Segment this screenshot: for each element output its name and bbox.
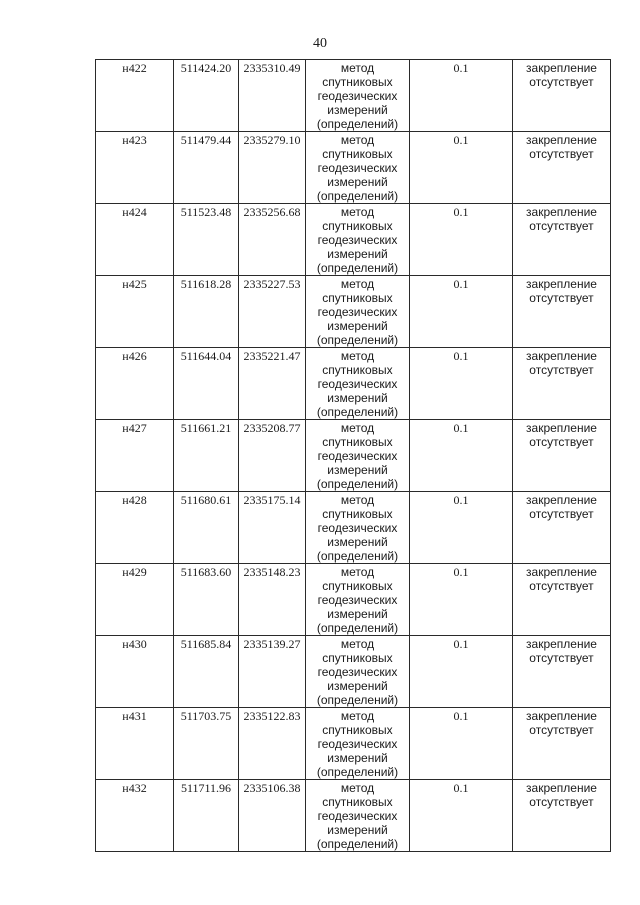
coord-x-cell: 511680.61 bbox=[174, 492, 239, 564]
method-line: (определений) bbox=[316, 189, 399, 203]
point-name-cell: н428 bbox=[96, 492, 174, 564]
table-row bbox=[96, 276, 611, 348]
fixing-cell bbox=[513, 132, 611, 204]
method-line: геодезических bbox=[317, 305, 398, 319]
method-line: спутниковых bbox=[322, 651, 393, 665]
table-row bbox=[96, 60, 611, 132]
method-line: измерений bbox=[327, 463, 388, 477]
method-line: (определений) bbox=[316, 621, 399, 635]
fixing-line: закрепление bbox=[526, 565, 597, 579]
table-row bbox=[96, 564, 611, 636]
fixing-cell bbox=[513, 636, 611, 708]
fixing-line: закрепление bbox=[526, 781, 597, 795]
fixing-line: закрепление bbox=[526, 349, 597, 363]
coord-x-cell: 511711.96 bbox=[174, 780, 239, 852]
accuracy-cell: 0.1 bbox=[410, 780, 513, 852]
method-line: (определений) bbox=[316, 405, 399, 419]
method-line: измерений bbox=[327, 175, 388, 189]
method-line: (определений) bbox=[316, 693, 399, 707]
coord-y-cell: 2335106.38 bbox=[239, 780, 306, 852]
method-line: измерений bbox=[327, 823, 388, 837]
fixing-cell bbox=[513, 348, 611, 420]
method-line: (определений) bbox=[316, 117, 399, 131]
method-line: измерений bbox=[327, 535, 388, 549]
method-line: метод bbox=[340, 493, 375, 507]
method-line: спутниковых bbox=[322, 75, 393, 89]
fixing-cell bbox=[513, 492, 611, 564]
method-line: метод bbox=[340, 205, 375, 219]
fixing-line: закрепление bbox=[526, 205, 597, 219]
method-line: геодезических bbox=[317, 737, 398, 751]
method-line: метод bbox=[340, 349, 375, 363]
coord-x-cell: 511523.48 bbox=[174, 204, 239, 276]
method-line: спутниковых bbox=[322, 723, 393, 737]
method-line: геодезических bbox=[317, 521, 398, 535]
method-cell bbox=[306, 708, 410, 780]
fixing-line: закрепление bbox=[526, 277, 597, 291]
table-row bbox=[96, 420, 611, 492]
point-name-cell: н426 bbox=[96, 348, 174, 420]
method-line: метод bbox=[340, 637, 375, 651]
method-cell bbox=[306, 780, 410, 852]
method-line: метод bbox=[340, 61, 375, 75]
point-name-cell: н431 bbox=[96, 708, 174, 780]
method-line: геодезических bbox=[317, 809, 398, 823]
method-line: спутниковых bbox=[322, 291, 393, 305]
method-line: (определений) bbox=[316, 477, 399, 491]
method-line: спутниковых bbox=[322, 363, 393, 377]
coord-y-cell: 2335208.77 bbox=[239, 420, 306, 492]
method-cell bbox=[306, 420, 410, 492]
fixing-line: закрепление bbox=[526, 637, 597, 651]
coord-y-cell: 2335256.68 bbox=[239, 204, 306, 276]
table-row bbox=[96, 780, 611, 852]
accuracy-cell: 0.1 bbox=[410, 636, 513, 708]
method-cell bbox=[306, 60, 410, 132]
point-name-cell: н427 bbox=[96, 420, 174, 492]
coord-x-cell: 511685.84 bbox=[174, 636, 239, 708]
method-line: геодезических bbox=[317, 665, 398, 679]
method-line: измерений bbox=[327, 751, 388, 765]
coord-x-cell: 511661.21 bbox=[174, 420, 239, 492]
method-line: метод bbox=[340, 277, 375, 291]
point-name-cell: н432 bbox=[96, 780, 174, 852]
fixing-line: отсутствует bbox=[529, 579, 594, 593]
method-line: метод bbox=[340, 781, 375, 795]
method-line: геодезических bbox=[317, 233, 398, 247]
point-name-cell: н425 bbox=[96, 276, 174, 348]
fixing-line: закрепление bbox=[526, 61, 597, 75]
method-line: метод bbox=[340, 709, 375, 723]
method-line: (определений) bbox=[316, 333, 399, 347]
method-line: геодезических bbox=[317, 449, 398, 463]
method-line: измерений bbox=[327, 247, 388, 261]
method-line: (определений) bbox=[316, 261, 399, 275]
page-number: 40 bbox=[313, 36, 327, 51]
accuracy-cell: 0.1 bbox=[410, 420, 513, 492]
method-line: геодезических bbox=[317, 593, 398, 607]
coord-y-cell: 2335148.23 bbox=[239, 564, 306, 636]
method-cell bbox=[306, 132, 410, 204]
accuracy-cell: 0.1 bbox=[410, 348, 513, 420]
fixing-line: отсутствует bbox=[529, 147, 594, 161]
coord-x-cell: 511618.28 bbox=[174, 276, 239, 348]
method-line: метод bbox=[340, 421, 375, 435]
fixing-line: отсутствует bbox=[529, 795, 594, 809]
coord-y-cell: 2335221.47 bbox=[239, 348, 306, 420]
accuracy-cell: 0.1 bbox=[410, 492, 513, 564]
coordinates-table bbox=[95, 59, 611, 852]
method-line: (определений) bbox=[316, 549, 399, 563]
method-line: спутниковых bbox=[322, 579, 393, 593]
fixing-line: закрепление bbox=[526, 493, 597, 507]
table-row bbox=[96, 348, 611, 420]
method-cell bbox=[306, 492, 410, 564]
method-line: спутниковых bbox=[322, 507, 393, 521]
method-line: спутниковых bbox=[322, 435, 393, 449]
table-row bbox=[96, 708, 611, 780]
method-line: геодезических bbox=[317, 377, 398, 391]
fixing-line: закрепление bbox=[526, 421, 597, 435]
accuracy-cell: 0.1 bbox=[410, 204, 513, 276]
fixing-cell bbox=[513, 420, 611, 492]
fixing-line: отсутствует bbox=[529, 435, 594, 449]
fixing-line: отсутствует bbox=[529, 219, 594, 233]
coord-y-cell: 2335227.53 bbox=[239, 276, 306, 348]
method-cell bbox=[306, 348, 410, 420]
fixing-cell bbox=[513, 564, 611, 636]
method-line: метод bbox=[340, 565, 375, 579]
method-line: измерений bbox=[327, 679, 388, 693]
coord-x-cell: 511703.75 bbox=[174, 708, 239, 780]
coord-x-cell: 511479.44 bbox=[174, 132, 239, 204]
point-name-cell: н423 bbox=[96, 132, 174, 204]
point-name-cell: н422 bbox=[96, 60, 174, 132]
method-line: (определений) bbox=[316, 837, 399, 851]
fixing-line: отсутствует bbox=[529, 75, 594, 89]
fixing-cell bbox=[513, 204, 611, 276]
accuracy-cell: 0.1 bbox=[410, 276, 513, 348]
method-line: измерений bbox=[327, 103, 388, 117]
coord-y-cell: 2335175.14 bbox=[239, 492, 306, 564]
accuracy-cell: 0.1 bbox=[410, 708, 513, 780]
method-line: геодезических bbox=[317, 161, 398, 175]
fixing-line: отсутствует bbox=[529, 651, 594, 665]
fixing-line: закрепление bbox=[526, 709, 597, 723]
coord-y-cell: 2335139.27 bbox=[239, 636, 306, 708]
coord-y-cell: 2335310.49 bbox=[239, 60, 306, 132]
fixing-line: отсутствует bbox=[529, 723, 594, 737]
method-line: измерений bbox=[327, 607, 388, 621]
table-row bbox=[96, 204, 611, 276]
method-line: спутниковых bbox=[322, 795, 393, 809]
method-cell bbox=[306, 276, 410, 348]
accuracy-cell: 0.1 bbox=[410, 132, 513, 204]
method-line: спутниковых bbox=[322, 219, 393, 233]
table-row bbox=[96, 132, 611, 204]
method-line: геодезических bbox=[317, 89, 398, 103]
fixing-cell bbox=[513, 276, 611, 348]
table-row bbox=[96, 636, 611, 708]
accuracy-cell: 0.1 bbox=[410, 564, 513, 636]
coord-y-cell: 2335279.10 bbox=[239, 132, 306, 204]
fixing-cell bbox=[513, 780, 611, 852]
method-cell bbox=[306, 564, 410, 636]
method-line: измерений bbox=[327, 391, 388, 405]
method-line: измерений bbox=[327, 319, 388, 333]
accuracy-cell: 0.1 bbox=[410, 60, 513, 132]
point-name-cell: н424 bbox=[96, 204, 174, 276]
method-line: метод bbox=[340, 133, 375, 147]
method-line: спутниковых bbox=[322, 147, 393, 161]
method-cell bbox=[306, 636, 410, 708]
coord-x-cell: 511644.04 bbox=[174, 348, 239, 420]
fixing-line: закрепление bbox=[526, 133, 597, 147]
method-cell bbox=[306, 204, 410, 276]
point-name-cell: н430 bbox=[96, 636, 174, 708]
method-line: (определений) bbox=[316, 765, 399, 779]
coordinates-table-body bbox=[96, 60, 611, 852]
table-row bbox=[96, 492, 611, 564]
fixing-cell bbox=[513, 708, 611, 780]
fixing-cell bbox=[513, 60, 611, 132]
point-name-cell: н429 bbox=[96, 564, 174, 636]
fixing-line: отсутствует bbox=[529, 507, 594, 521]
coord-y-cell: 2335122.83 bbox=[239, 708, 306, 780]
coord-x-cell: 511424.20 bbox=[174, 60, 239, 132]
coord-x-cell: 511683.60 bbox=[174, 564, 239, 636]
fixing-line: отсутствует bbox=[529, 363, 594, 377]
fixing-line: отсутствует bbox=[529, 291, 594, 305]
